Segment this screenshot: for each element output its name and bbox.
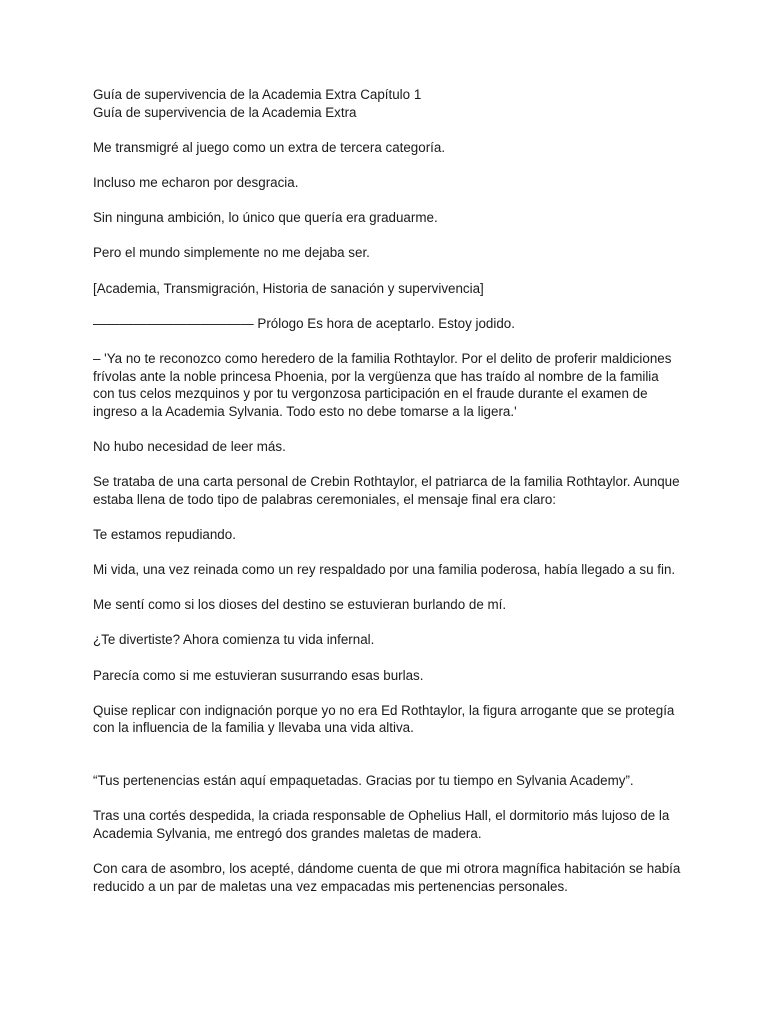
paragraph: Se trataba de una carta personal de Crebin Rothtaylor, el patriarca de la familia Rothtaylor. Aunque estaba llena de todo tipo de palabras ceremoniales, el mensaje final era claro: (93, 474, 680, 507)
paragraph: Incluso me echaron por desgracia. (93, 174, 299, 190)
paragraph-letter: – 'Ya no te reconozco como heredero de la familia Rothtaylor. Por el delito de proferir maldiciones frívolas ante la noble princesa Phoenia, por la vergüenza que has traído al nombre de la familia con tus celos mezquinos y por tu vergonzosa participación en el fraude durante el examen de ingreso a la Academia Sylvania. Todo esto no debe tomarse a la ligera.' (93, 350, 672, 419)
document-title-line-1: Guía de supervivencia de la Academia Extra Capítulo 1 (93, 87, 422, 102)
document-title-line-2: Guía de supervivencia de la Academia Extra (93, 104, 357, 120)
paragraph: ¿Te divertiste? Ahora comienza tu vida infernal. (93, 632, 375, 648)
paragraph: Mi vida, una vez reinada como un rey respaldado por una familia poderosa, había llegado a su fin. (93, 562, 676, 578)
paragraph-prologue-heading: ———————————— Prólogo Es hora de aceptarlo. Estoy jodido. (93, 315, 515, 331)
paragraph-tags: [Academia, Transmigración, Historia de sanación y supervivencia] (93, 280, 484, 296)
document-body (93, 86, 683, 913)
paragraph: Me transmigré al juego como un extra de tercera categoría. (93, 139, 446, 155)
paragraph: Sin ninguna ambición, lo único que quería era graduarme. (93, 210, 438, 226)
paragraph: Con cara de asombro, los acepté, dándome cuenta de que mi otrora magnífica habitación se había reducido a un par de maletas una vez empacadas mis pertenencias personales. (93, 860, 681, 894)
paragraph: Tras una cortés despedida, la criada responsable de Ophelius Hall, el dormitorio más lujoso de la Academia Sylvania, me entregó dos grandes maletas de madera. (93, 808, 670, 841)
paragraph-quote: “Tus pertenencias están aquí empaquetadas. Gracias por tu tiempo en Sylvania Academy”. (93, 772, 634, 788)
paragraph: Me sentí como si los dioses del destino se estuvieran burlando de mí. (93, 597, 507, 613)
paragraph: Quise replicar con indignación porque yo no era Ed Rothtaylor, la figura arrogante que se protegía con la influencia de la familia y llevaba una vida altiva. (93, 702, 675, 736)
paragraph: Te estamos repudiando. (93, 526, 236, 542)
paragraph: Parecía como si me estuvieran susurrando esas burlas. (93, 667, 424, 683)
paragraph: Pero el mundo simplemente no me dejaba ser. (93, 245, 370, 261)
paragraph: No hubo necesidad de leer más. (93, 438, 286, 454)
